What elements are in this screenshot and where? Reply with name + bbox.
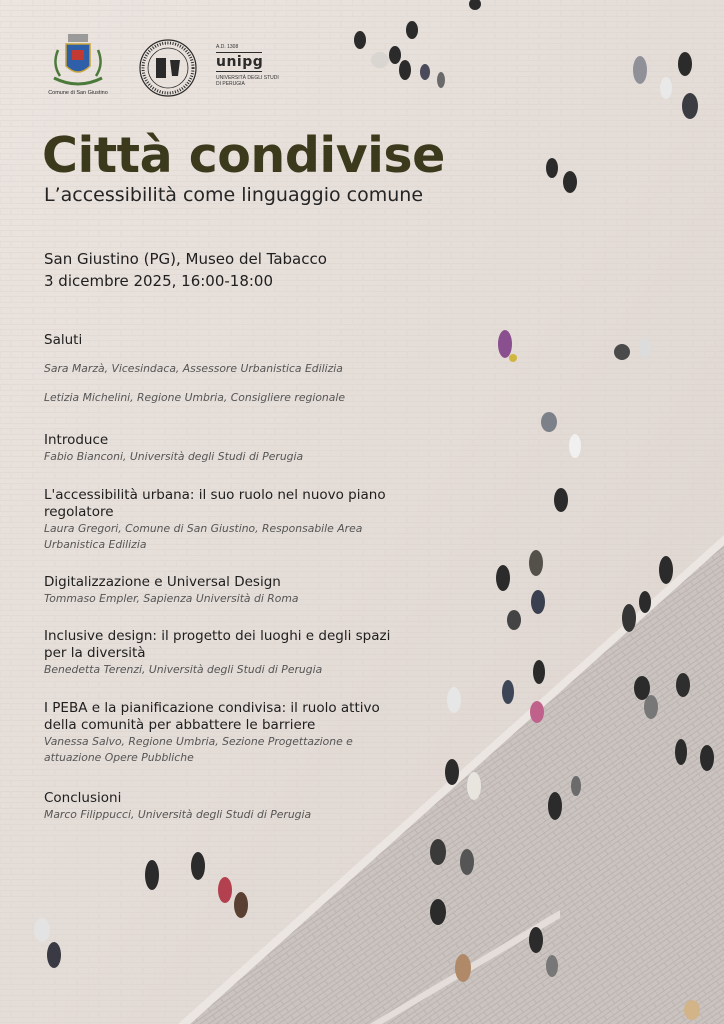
speaker: Letizia Michelini, Regione Umbria, Consigliere regionale [44, 391, 346, 404]
event-datetime: 3 dicembre 2025, 16:00-18:00 [44, 272, 274, 290]
comune-logo [44, 32, 112, 96]
section-saluti [44, 332, 464, 406]
speaker: Marco Filippucci, Università degli Studi di Perugia [44, 808, 312, 821]
speaker: Fabio Bianconi, Università degli Studi di Perugia [44, 450, 304, 463]
section-talk-urban-accessibility [44, 487, 464, 553]
speaker: Sara Marzà, Vicesindaca, Assessore Urbanistica Edilizia [44, 362, 343, 375]
section-introduce [44, 432, 464, 465]
section-title: Introduce [44, 432, 109, 448]
unipg-wordmark: unipg [216, 54, 264, 70]
event-subtitle: L’accessibilità come linguaggio comune [44, 184, 424, 206]
speaker: attuazione Opere Pubbliche [44, 751, 194, 764]
section-conclusioni [44, 790, 464, 823]
speaker: Benedetta Terenzi, Università degli Studi di Perugia [44, 663, 323, 676]
section-title: regolatore [44, 504, 114, 520]
section-title: Conclusioni [44, 790, 122, 806]
unipg-name-line2: DI PERUGIA [216, 81, 245, 87]
unipg-logo [216, 44, 286, 87]
speaker: Urbanistica Edilizia [44, 538, 147, 551]
section-title: Digitalizzazione e Universal Design [44, 574, 281, 590]
section-talk-peba [44, 700, 464, 766]
speaker: Tommaso Empler, Sapienza Università di Roma [44, 592, 299, 605]
unipg-name-line1: UNIVERSITÀ DEGLI STUDI [216, 75, 279, 81]
speaker: Vanessa Salvo, Regione Umbria, Sezione Progettazione e [44, 735, 353, 748]
coat-of-arms-icon [44, 32, 112, 86]
speaker: Laura Gregori, Comune di San Giustino, Responsabile Area [44, 522, 363, 535]
section-talk-universal-design [44, 574, 464, 607]
section-title: della comunità per abbattere le barriere [44, 717, 316, 733]
section-title: Inclusive design: il progetto dei luoghi e degli spazi [44, 628, 391, 644]
event-info [44, 248, 404, 292]
section-title: I PEBA e la pianificazione condivisa: il ruolo attivo [44, 700, 380, 716]
section-title: Saluti [44, 332, 83, 348]
event-place: San Giustino (PG), Museo del Tabacco [44, 250, 327, 268]
seal-icon [138, 38, 198, 98]
section-title: per la diversità [44, 645, 146, 661]
event-title: Città condivise [42, 127, 445, 184]
comune-caption: Comune di San Giustino [48, 90, 108, 96]
section-title: L'accessibilità urbana: il suo ruolo nel nuovo piano [44, 487, 386, 503]
seal-logo [138, 38, 198, 102]
unipg-year: A.D. 1308 [216, 44, 239, 50]
section-talk-inclusive-design [44, 628, 464, 678]
